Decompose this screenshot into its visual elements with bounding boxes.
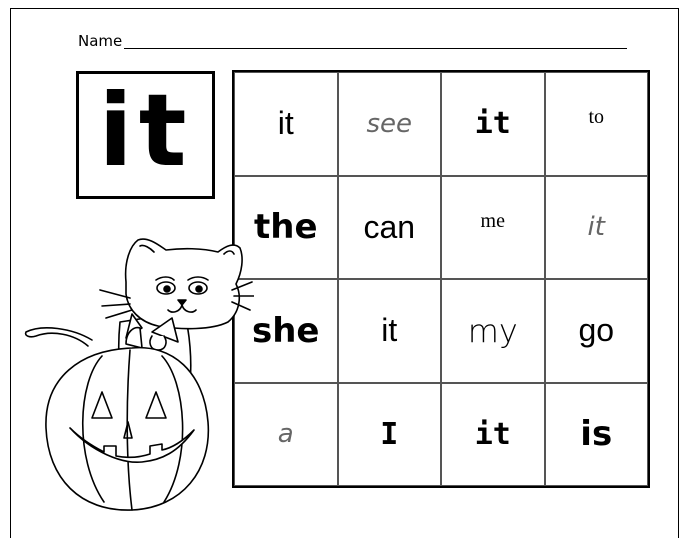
grid-word: a [277, 419, 294, 450]
target-word-box [76, 71, 215, 199]
grid-word: it [277, 105, 294, 142]
cat-with-jack-o-lantern-icon [22, 232, 254, 524]
word-grid [232, 70, 650, 488]
name-line[interactable] [124, 32, 627, 49]
grid-word: is [580, 414, 613, 455]
grid-cell[interactable] [441, 383, 545, 487]
grid-word: go [578, 312, 615, 349]
grid-word: it [587, 212, 605, 243]
grid-cell[interactable] [545, 279, 649, 383]
grid-word: it [474, 106, 511, 142]
grid-word: can [363, 208, 416, 245]
grid-cell[interactable] [338, 72, 442, 176]
grid-word: it [474, 416, 511, 452]
grid-cell[interactable] [545, 72, 649, 176]
grid-word: she [251, 310, 320, 351]
name-field-row [78, 32, 627, 49]
grid-cell[interactable] [234, 72, 338, 176]
name-label: Name [78, 32, 123, 50]
grid-cell[interactable] [441, 279, 545, 383]
grid-cell[interactable] [338, 383, 442, 487]
grid-cell[interactable] [545, 176, 649, 280]
grid-word: it [381, 312, 398, 349]
grid-cell[interactable] [441, 176, 545, 280]
grid-word: to [588, 106, 605, 129]
grid-cell[interactable] [338, 176, 442, 280]
grid-word: I [380, 416, 399, 452]
target-word: it [98, 72, 193, 189]
grid-cell[interactable] [338, 279, 442, 383]
grid-word: the [253, 207, 318, 248]
grid-word: my [467, 311, 518, 350]
grid-cell[interactable] [441, 72, 545, 176]
grid-word: see [366, 108, 413, 139]
grid-word: me [480, 209, 505, 232]
grid-cell[interactable] [545, 383, 649, 487]
